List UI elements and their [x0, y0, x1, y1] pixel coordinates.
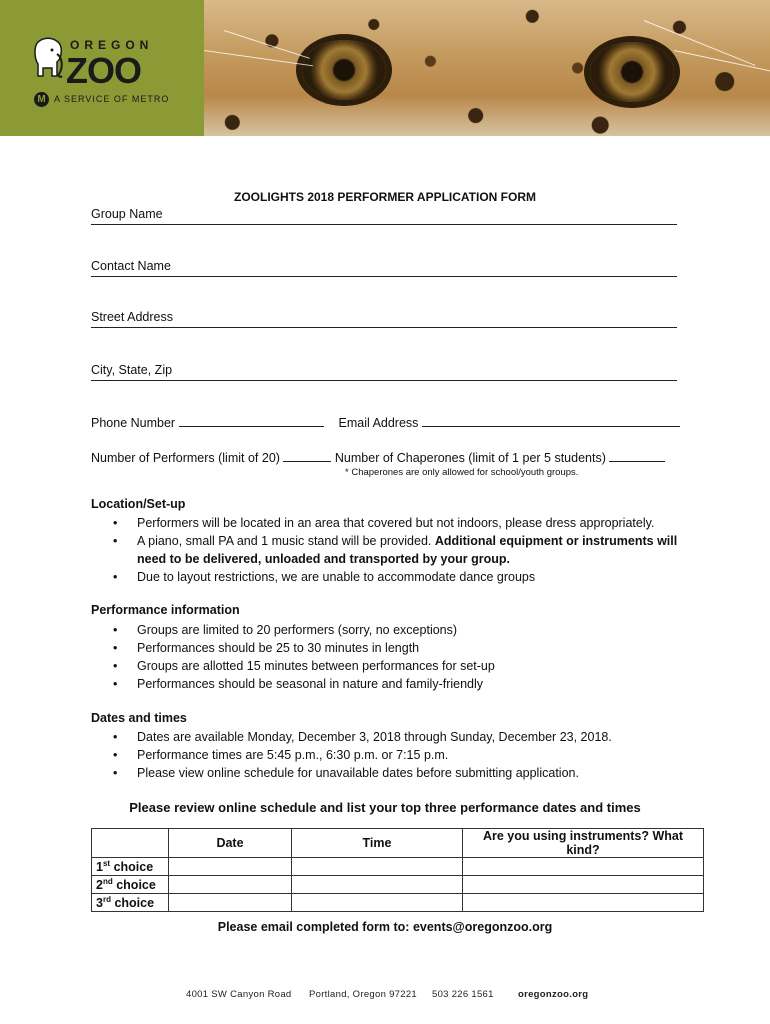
list-item: • Groups are limited to 20 performers (sorry, no exceptions)	[91, 621, 691, 639]
performers-label: Number of Performers (limit of 20)	[91, 451, 280, 465]
contact-name-label: Contact Name	[91, 259, 171, 273]
choice-label: 2nd choice	[92, 876, 169, 894]
footer-phone: 503 226 1561	[432, 989, 494, 1000]
header-date: Date	[169, 829, 292, 858]
leopard-eyes-photo	[204, 0, 770, 136]
date-cell[interactable]	[169, 858, 292, 876]
chaperones-label: Number of Chaperones (limit of 1 per 5 students)	[334, 451, 606, 465]
street-address-label: Street Address	[91, 310, 173, 324]
list-item: • Performers will be located in an area that covered but not indoors, please dress appropriately.	[91, 514, 691, 532]
leopard-right-eye	[590, 42, 674, 102]
list-item: • Please view online schedule for unavailable dates before submitting application.	[91, 764, 691, 782]
metro-logo-icon: M	[34, 92, 49, 107]
table-row	[92, 876, 704, 894]
email-label: Email Address	[338, 416, 419, 430]
list-item: • A piano, small PA and 1 music stand will be provided. Additional equipment or instruments will need to be delivered, unloaded and transported by your group.	[91, 532, 691, 568]
performers-chaperones-row	[91, 449, 665, 465]
table-row	[92, 858, 704, 876]
whisker	[204, 50, 313, 66]
performers-field[interactable]	[283, 449, 331, 462]
time-cell[interactable]	[292, 858, 463, 876]
email-field[interactable]	[422, 414, 680, 427]
performance-list	[91, 621, 691, 693]
header-time: Time	[292, 829, 463, 858]
choice-label: 1st choice	[92, 858, 169, 876]
page-header	[0, 0, 770, 136]
header-instruments: Are you using instruments? What kind?	[463, 829, 704, 858]
date-cell[interactable]	[169, 894, 292, 912]
list-item: • Performances should be seasonal in nature and family-friendly	[91, 675, 691, 693]
header-blank	[92, 829, 169, 858]
list-item: • Groups are allotted 15 minutes between performances for set-up	[91, 657, 691, 675]
table-row	[92, 894, 704, 912]
metro-service-text: A SERVICE OF METRO	[54, 94, 170, 104]
location-section-title: Location/Set-up	[91, 497, 186, 511]
city-state-zip-label: City, State, Zip	[91, 363, 173, 377]
group-name-field[interactable]	[91, 224, 677, 225]
performance-section-title: Performance information	[91, 603, 240, 617]
phone-label: Phone Number	[91, 416, 176, 430]
instruments-cell[interactable]	[463, 876, 704, 894]
instruments-cell[interactable]	[463, 894, 704, 912]
elephant-icon	[32, 36, 68, 82]
logo-zoo-text: ZOO	[66, 50, 141, 91]
chaperone-note: * Chaperones are only allowed for school/youth groups.	[345, 467, 579, 478]
street-address-field[interactable]	[91, 327, 677, 328]
schedule-table	[91, 828, 704, 912]
list-item: • Performances should be 25 to 30 minutes in length	[91, 639, 691, 657]
phone-email-row	[91, 414, 680, 430]
logo-panel	[0, 0, 204, 136]
location-list	[91, 514, 691, 586]
leopard-left-eye	[302, 40, 386, 100]
dates-list	[91, 728, 691, 782]
instruments-cell[interactable]	[463, 858, 704, 876]
schedule-heading: Please review online schedule and list your top three performance dates and times	[129, 800, 641, 815]
choice-label: 3rd choice	[92, 894, 169, 912]
date-cell[interactable]	[169, 876, 292, 894]
whisker	[674, 50, 770, 72]
email-instruction: Please email completed form to: events@oregonzoo.org	[217, 920, 553, 934]
contact-name-field[interactable]	[91, 276, 677, 277]
table-header-row	[92, 829, 704, 858]
form-title: ZOOLIGHTS 2018 PERFORMER APPLICATION FORM	[233, 190, 537, 204]
footer-website-link[interactable]: oregonzoo.org	[518, 989, 589, 1000]
logo-oregon-text: OREGON	[70, 38, 154, 52]
chaperones-field[interactable]	[609, 449, 665, 462]
footer-city: Portland, Oregon 97221	[309, 989, 418, 1000]
dates-section-title: Dates and times	[91, 711, 187, 725]
list-item: • Dates are available Monday, December 3, 2018 through Sunday, December 23, 2018.	[91, 728, 691, 746]
time-cell[interactable]	[292, 894, 463, 912]
list-item: • Due to layout restrictions, we are unable to accommodate dance groups	[91, 568, 691, 586]
phone-field[interactable]	[179, 414, 324, 427]
list-item: • Performance times are 5:45 p.m., 6:30 p.m. or 7:15 p.m.	[91, 746, 691, 764]
time-cell[interactable]	[292, 876, 463, 894]
city-state-zip-field[interactable]	[91, 380, 677, 381]
group-name-label: Group Name	[91, 207, 163, 221]
footer-address: 4001 SW Canyon Road	[186, 989, 292, 1000]
